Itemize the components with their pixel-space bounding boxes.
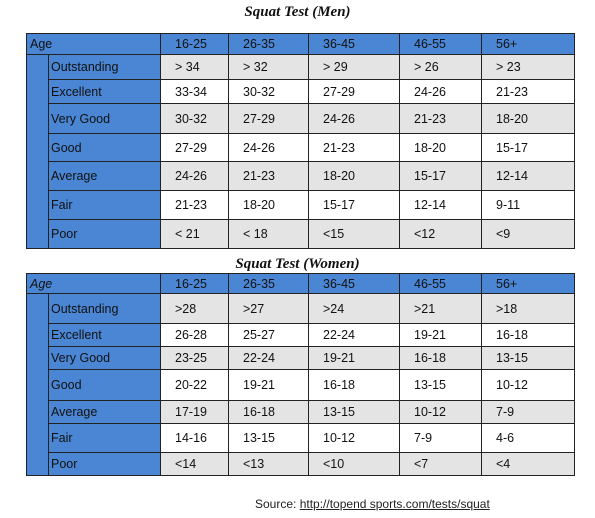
women-score-cell: <7 (400, 453, 482, 476)
men-squat-table (26, 33, 575, 249)
men-table-row (27, 55, 575, 80)
women-table-row (27, 424, 575, 453)
men-score-cell: 30-32 (229, 80, 309, 104)
men-category-label: Good (49, 134, 161, 162)
women-score-cell: 7-9 (482, 401, 575, 424)
women-score-cell: >21 (400, 294, 482, 324)
women-score-cell: 16-18 (309, 370, 400, 401)
women-left-margin-cell (27, 294, 49, 476)
men-score-cell: > 29 (309, 55, 400, 80)
men-score-cell: 24-26 (400, 80, 482, 104)
women-score-cell: 13-15 (229, 424, 309, 453)
men-score-cell: > 32 (229, 55, 309, 80)
men-score-cell: 21-23 (229, 162, 309, 191)
men-score-cell: > 34 (161, 55, 229, 80)
women-score-cell: >18 (482, 294, 575, 324)
men-category-label: Very Good (49, 104, 161, 134)
women-score-cell: 23-25 (161, 347, 229, 370)
men-score-cell: 21-23 (161, 191, 229, 220)
women-score-cell: 16-18 (400, 347, 482, 370)
men-score-cell: 18-20 (309, 162, 400, 191)
source-link[interactable]: http://topend sports.com/tests/squat (299, 497, 490, 511)
women-score-cell: 22-24 (229, 347, 309, 370)
men-age-group-header: 56+ (482, 34, 575, 55)
women-score-cell: 19-21 (309, 347, 400, 370)
women-age-label: Age (27, 274, 161, 294)
women-score-cell: 25-27 (229, 324, 309, 347)
men-table-row (27, 80, 575, 104)
men-category-label: Fair (49, 191, 161, 220)
men-table-row (27, 134, 575, 162)
women-table-title: Squat Test (Women) (235, 256, 360, 272)
men-score-cell: 15-17 (482, 134, 575, 162)
women-score-cell: 13-15 (309, 401, 400, 424)
men-age-group-header: 36-45 (309, 34, 400, 55)
men-score-cell: > 23 (482, 55, 575, 80)
women-score-cell: 14-16 (161, 424, 229, 453)
men-score-cell: > 26 (400, 55, 482, 80)
women-score-cell: >28 (161, 294, 229, 324)
women-age-group-header: 16-25 (161, 274, 229, 294)
women-table-row (27, 401, 575, 424)
women-table-row (27, 324, 575, 347)
men-score-cell: 30-32 (161, 104, 229, 134)
men-age-label: Age (27, 34, 161, 55)
men-category-label: Average (49, 162, 161, 191)
men-table-row (27, 162, 575, 191)
women-category-label: Outstanding (49, 294, 161, 324)
men-score-cell: 18-20 (229, 191, 309, 220)
men-score-cell: 24-26 (161, 162, 229, 191)
men-score-cell: < 18 (229, 220, 309, 249)
women-category-label: Average (49, 401, 161, 424)
men-table-title: Squat Test (Men) (244, 4, 351, 20)
women-score-cell: 26-28 (161, 324, 229, 347)
men-age-group-header: 16-25 (161, 34, 229, 55)
women-score-cell: 13-15 (400, 370, 482, 401)
women-score-cell: 19-21 (400, 324, 482, 347)
women-score-cell: <14 (161, 453, 229, 476)
women-score-cell: 16-18 (482, 324, 575, 347)
men-score-cell: 12-14 (400, 191, 482, 220)
women-score-cell: 19-21 (229, 370, 309, 401)
source-citation (255, 497, 490, 511)
women-score-cell: 10-12 (400, 401, 482, 424)
women-category-label: Good (49, 370, 161, 401)
women-age-group-header: 26-35 (229, 274, 309, 294)
men-score-cell: < 21 (161, 220, 229, 249)
men-score-cell: 18-20 (400, 134, 482, 162)
women-score-cell: <10 (309, 453, 400, 476)
women-table-row (27, 347, 575, 370)
men-score-cell: 27-29 (161, 134, 229, 162)
women-score-cell: 10-12 (309, 424, 400, 453)
men-score-cell: 27-29 (309, 80, 400, 104)
women-score-cell: 20-22 (161, 370, 229, 401)
women-score-cell: 10-12 (482, 370, 575, 401)
men-score-cell: 15-17 (309, 191, 400, 220)
women-score-cell: 7-9 (400, 424, 482, 453)
men-score-cell: <15 (309, 220, 400, 249)
men-category-label: Poor (49, 220, 161, 249)
women-age-group-header: 36-45 (309, 274, 400, 294)
men-score-cell: 24-26 (309, 104, 400, 134)
men-age-group-header: 46-55 (400, 34, 482, 55)
men-score-cell: <12 (400, 220, 482, 249)
women-score-cell: >24 (309, 294, 400, 324)
men-score-cell: 15-17 (400, 162, 482, 191)
men-header-row (27, 34, 575, 55)
women-score-cell: <13 (229, 453, 309, 476)
women-header-row (27, 274, 575, 294)
men-category-label: Excellent (49, 80, 161, 104)
men-score-cell: 21-23 (482, 80, 575, 104)
men-table-row (27, 104, 575, 134)
women-age-group-header: 56+ (482, 274, 575, 294)
women-score-cell: 4-6 (482, 424, 575, 453)
men-score-cell: 21-23 (400, 104, 482, 134)
men-score-cell: 27-29 (229, 104, 309, 134)
women-category-label: Fair (49, 424, 161, 453)
women-score-cell: 16-18 (229, 401, 309, 424)
source-label: Source: (255, 497, 297, 511)
men-score-cell: 24-26 (229, 134, 309, 162)
men-score-cell: 12-14 (482, 162, 575, 191)
men-score-cell: 18-20 (482, 104, 575, 134)
women-table-row (27, 370, 575, 401)
men-table-row (27, 220, 575, 249)
men-score-cell: 33-34 (161, 80, 229, 104)
men-age-group-header: 26-35 (229, 34, 309, 55)
women-squat-table (26, 273, 575, 476)
women-category-label: Poor (49, 453, 161, 476)
men-score-cell: <9 (482, 220, 575, 249)
women-age-group-header: 46-55 (400, 274, 482, 294)
women-score-cell: <4 (482, 453, 575, 476)
women-category-label: Excellent (49, 324, 161, 347)
women-score-cell: 22-24 (309, 324, 400, 347)
men-score-cell: 21-23 (309, 134, 400, 162)
women-score-cell: 13-15 (482, 347, 575, 370)
men-table-row (27, 191, 575, 220)
men-category-label: Outstanding (49, 55, 161, 80)
men-score-cell: 9-11 (482, 191, 575, 220)
women-table-row (27, 294, 575, 324)
women-score-cell: >27 (229, 294, 309, 324)
women-category-label: Very Good (49, 347, 161, 370)
women-score-cell: 17-19 (161, 401, 229, 424)
men-left-margin-cell (27, 55, 49, 249)
women-table-row (27, 453, 575, 476)
